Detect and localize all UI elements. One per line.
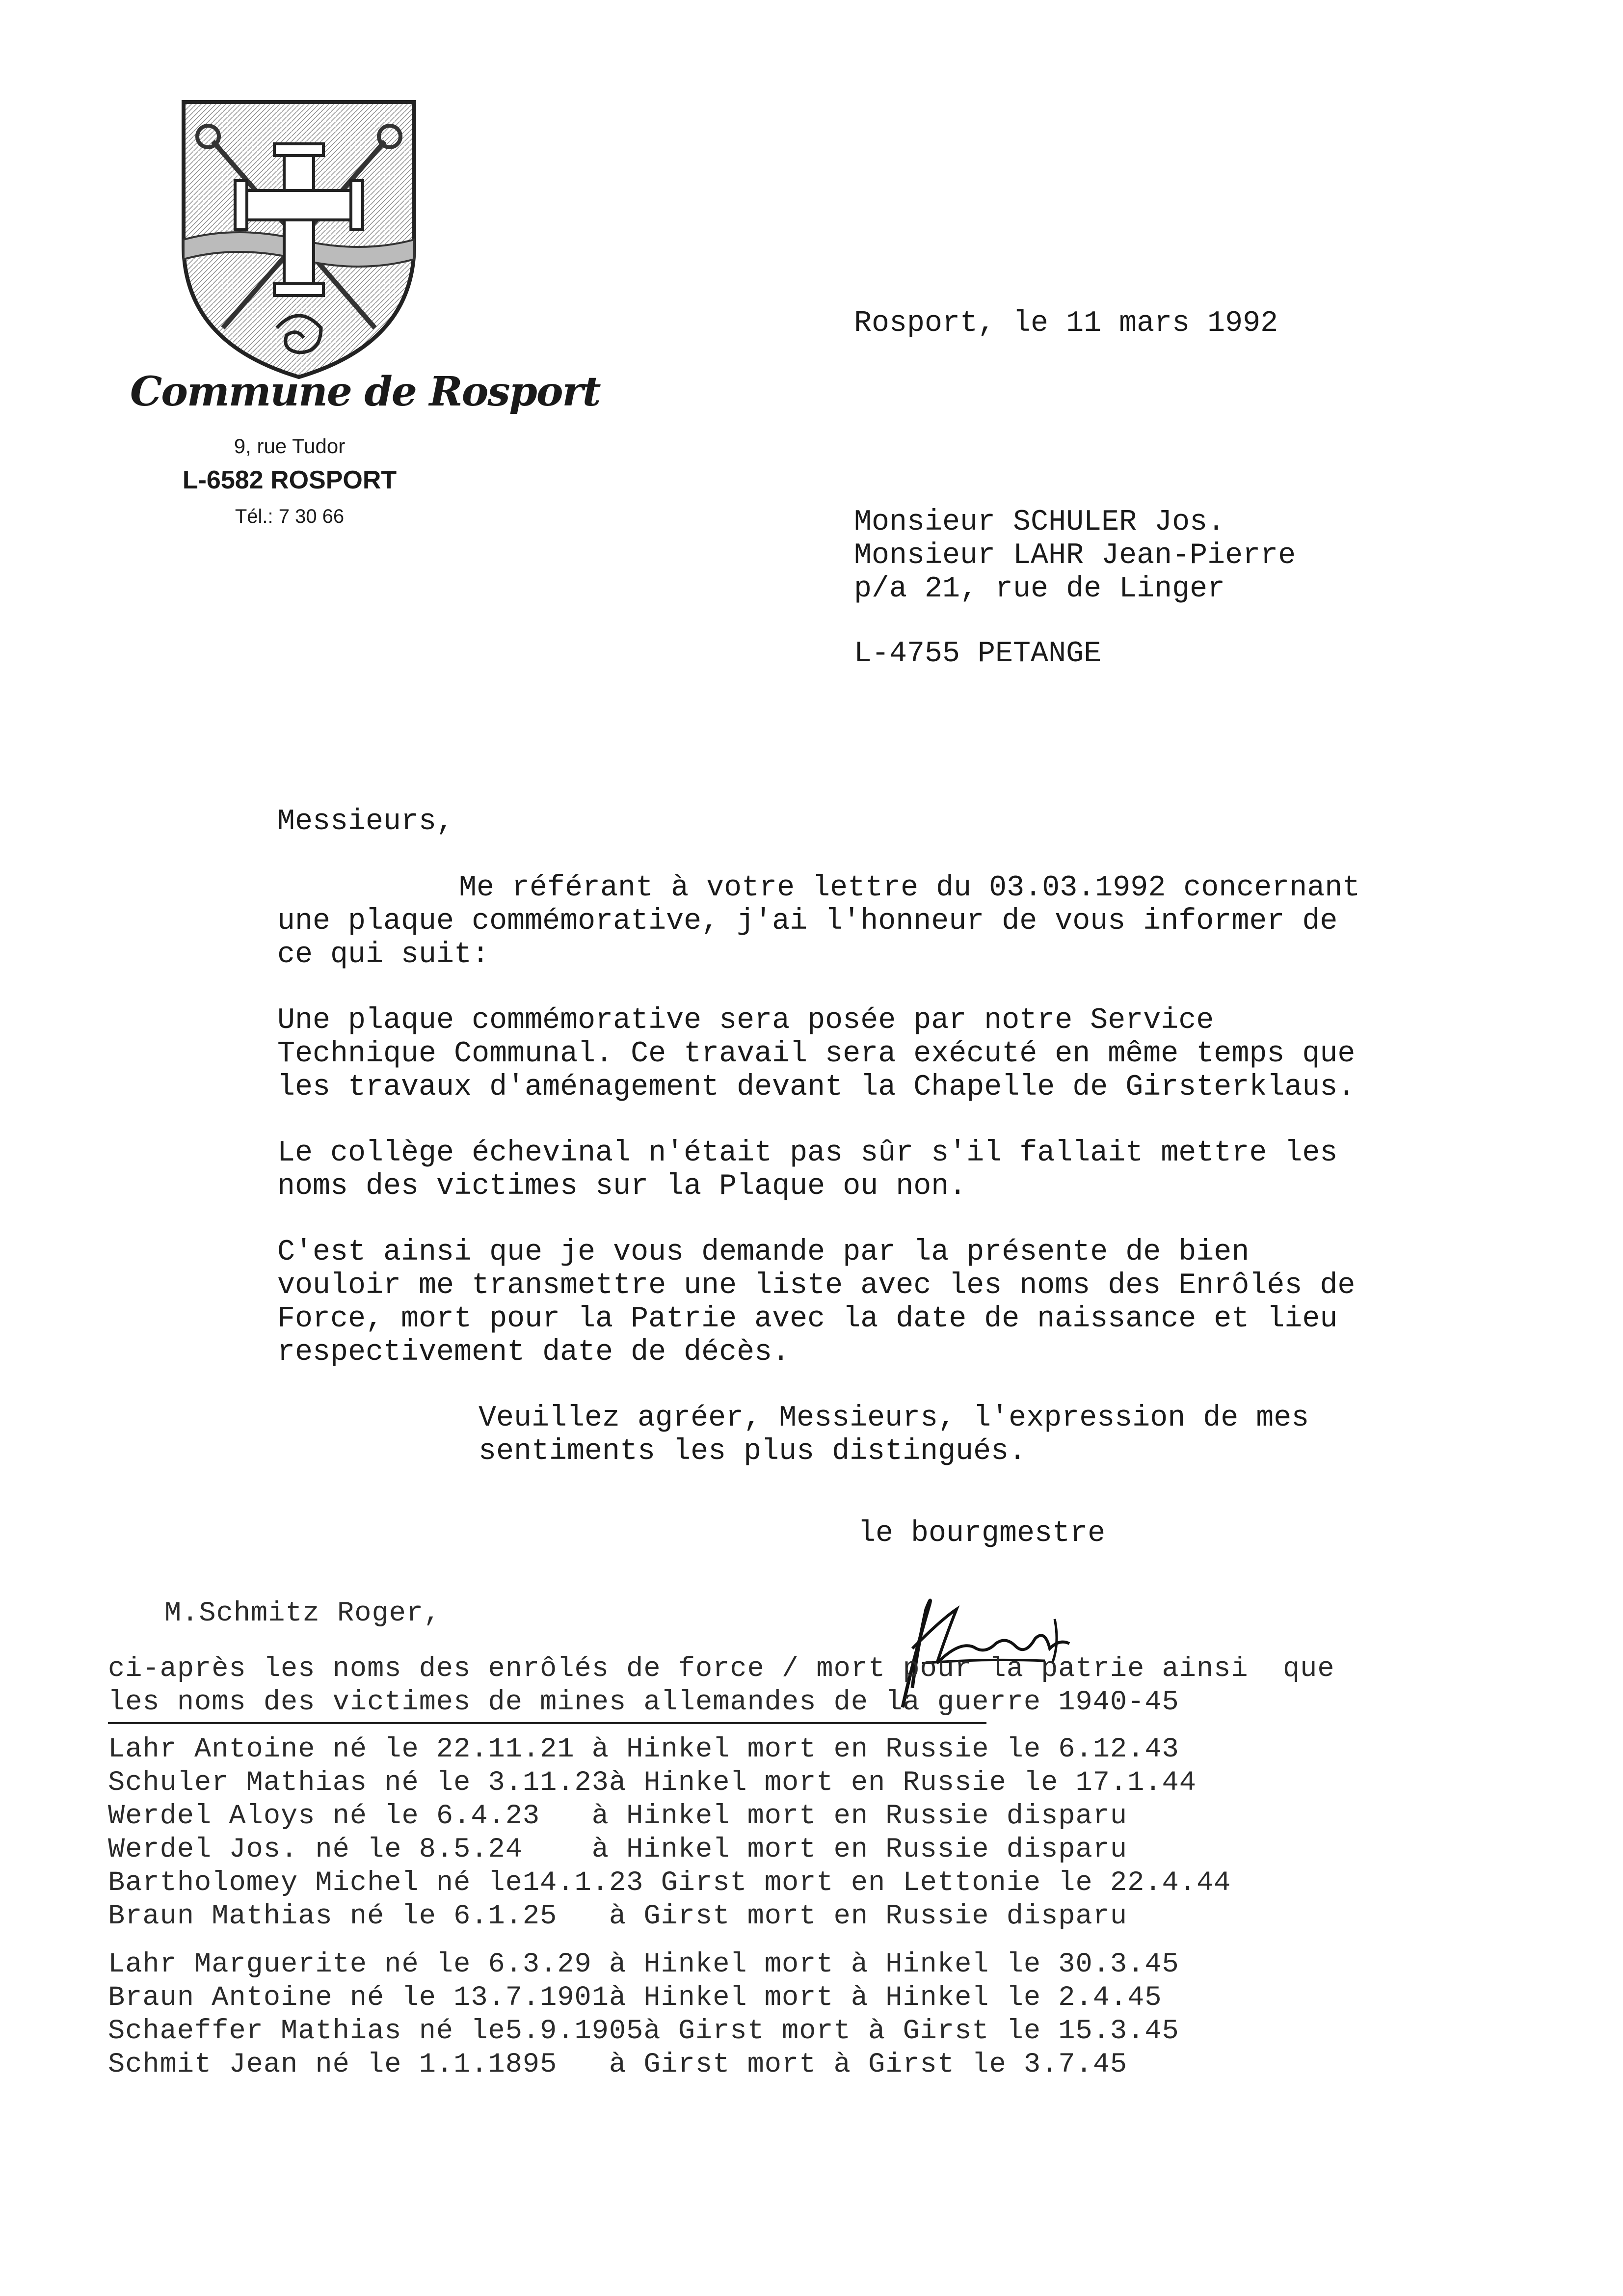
body-line: ce qui suit: [277, 938, 490, 972]
recipient-line: L-4755 PETANGE [854, 637, 1102, 671]
letterhead-address: 9, rue Tudor [234, 434, 346, 458]
body-line: C'est ainsi que je vous demande par la présente de bien [277, 1236, 1250, 1269]
commune-name: Commune de Rosport [130, 368, 600, 415]
recipient-line: Monsieur LAHR Jean-Pierre [854, 539, 1296, 572]
victim-entry: Lahr Marguerite né le 6.3.29 à Hinkel mort à Hinkel le 30.3.45 [108, 1949, 1179, 1980]
victim-entry: Braun Mathias né le 6.1.25 à Girst mort en Russie disparu [108, 1901, 1128, 1932]
body-line: noms des victimes sur la Plaque ou non. [277, 1170, 967, 1203]
signature-title: le bourgmestre [858, 1517, 1106, 1550]
letterhead-postal: L-6582 ROSPORT [182, 466, 397, 494]
underline-rule [108, 1722, 986, 1724]
body-line: Une plaque commémorative sera posée par notre Service [277, 1004, 1214, 1037]
reply-addressee: M.Schmitz Roger, [164, 1598, 441, 1629]
body-line: Le collège échevinal n'était pas sûr s'il fallait mettre les [277, 1136, 1338, 1170]
victim-entry: Braun Antoine né le 13.7.1901à Hinkel mort à Hinkel le 2.4.45 [108, 1982, 1162, 2014]
coat-of-arms-icon [179, 97, 419, 382]
closing-line: Veuillez agréer, Messieurs, l'expression de mes [479, 1402, 1309, 1435]
recipient-line: Monsieur SCHULER Jos. [854, 506, 1225, 539]
victim-entry: Bartholomey Michel né le14.1.23 Girst mort en Lettonie le 22.4.44 [108, 1867, 1231, 1899]
victim-entry: Werdel Jos. né le 8.5.24 à Hinkel mort en Russie disparu [108, 1834, 1128, 1865]
letterhead-phone: Tél.: 7 30 66 [235, 506, 345, 527]
salutation: Messieurs, [277, 805, 454, 838]
reply-intro-line: les noms des victimes de mines allemandes de la guerre 1940-45 [108, 1687, 1179, 1718]
body-line: les travaux d'aménagement devant la Chapelle de Girsterklaus. [277, 1071, 1356, 1104]
date-line: Rosport, le 11 mars 1992 [854, 307, 1278, 340]
body-line: une plaque commémorative, j'ai l'honneur de vous informer de [277, 905, 1338, 938]
reply-intro-line: ci-après les noms des enrôlés de force / mort pour la patrie ainsi que [108, 1653, 1335, 1685]
recipient-line: p/a 21, rue de Linger [854, 572, 1225, 606]
body-line: Me référant à votre lettre du 03.03.1992 concernant [459, 871, 1360, 905]
body-line: respectivement date de décès. [277, 1336, 790, 1369]
body-line: vouloir me transmettre une liste avec les noms des Enrôlés de [277, 1269, 1356, 1302]
coat-of-arms [169, 88, 410, 373]
victim-entry: Schmit Jean né le 1.1.1895 à Girst mort à Girst le 3.7.45 [108, 2049, 1128, 2080]
victim-entry: Lahr Antoine né le 22.11.21 à Hinkel mort en Russie le 6.12.43 [108, 1734, 1179, 1765]
body-line: Force, mort pour la Patrie avec la date de naissance et lieu [277, 1302, 1338, 1336]
body-line: Technique Communal. Ce travail sera exécuté en même temps que [277, 1037, 1356, 1071]
victim-entry: Werdel Aloys né le 6.4.23 à Hinkel mort en Russie disparu [108, 1801, 1128, 1832]
closing-line: sentiments les plus distingués. [479, 1435, 1027, 1468]
victim-entry: Schaeffer Mathias né le5.9.1905à Girst mort à Girst le 15.3.45 [108, 2016, 1179, 2047]
victim-entry: Schuler Mathias né le 3.11.23à Hinkel mort en Russie le 17.1.44 [108, 1767, 1197, 1799]
